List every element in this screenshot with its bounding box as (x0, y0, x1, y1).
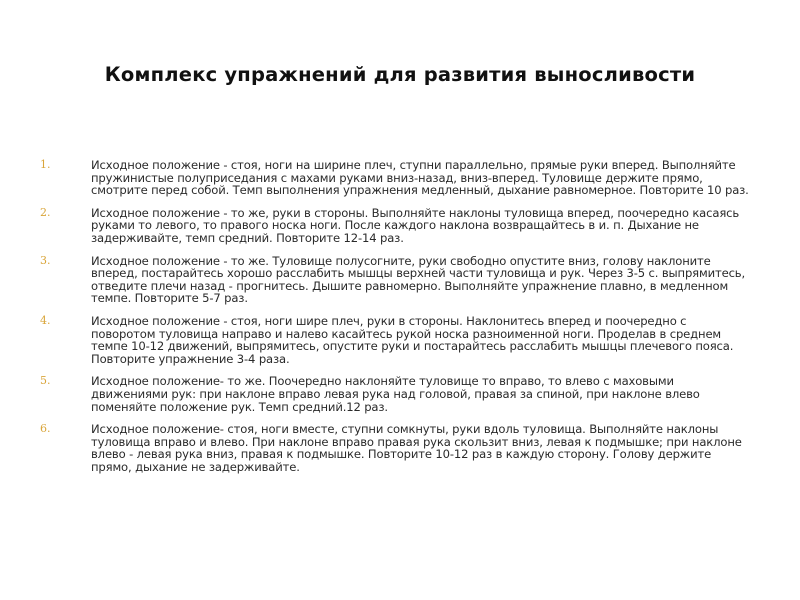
item-text: Исходное положение - стоя, ноги шире плеч, руки в стороны. Наклонитесь вперед и поочередно с поворотом туловища направо и налево касайтесь рукой носка разноименной ноги. Проделав в среднем темпе 10-12 движений, выпрямитесь, опустите руки и постарайтесь расслабить мышцы плечевого пояса. Повторите упражнение 3-4 раза. (91, 313, 734, 366)
item-number: 6. (40, 422, 51, 436)
item-number: 4. (40, 313, 51, 327)
item-text: Исходное положение- стоя, ноги вместе, ступни сомкнуты, руки вдоль туловища. Выполняйте наклоны туловища вправо и влево. При наклоне вправо правая рука скользит вниз, левая к подмышке; при наклоне влево - левая рука вниз, правая к подмышке. Повторите 10-12 раз в каждую сторону. Голову держите прямо, дыхание не задерживайте. (91, 422, 742, 474)
list-item (0, 423, 800, 473)
item-number: 3. (40, 253, 51, 267)
item-text: Исходное положение - стоя, ноги на ширине плеч, ступни параллельно, прямые руки вперед. Выполняйте пружинистые полуприседания с махами руками вниз-назад, вниз-вперед. Туловище держите прямо, смотрите перед собой. Темп выполнения упражнения медленный, дыхание равномерное. Повторите 10 раз. (91, 158, 749, 198)
item-text: Исходное положение - то же, руки в стороны. Выполняйте наклоны туловища вперед, поочередно касаясь руками то левого, то правого носка ноги. После каждого наклона возвращайтесь в и. п. Дыхание не задерживайте, темп средний. Повторите 12-14 раз. (91, 205, 740, 245)
item-number: 5. (40, 374, 51, 388)
item-number: 1. (40, 158, 51, 171)
list-item (0, 159, 800, 197)
list-item (0, 375, 800, 413)
item-number: 2. (40, 205, 51, 219)
list-item (0, 255, 800, 305)
item-text: Исходное положение- то же. Поочередно наклоняйте туловище то вправо, то влево с маховыми движениями рук: при наклоне вправо левая рука над головой, правая за спиной, при наклоне влево поменяйте положение рук. Темп средний.12 раз. (91, 374, 700, 414)
list-item (0, 207, 800, 245)
list-item (0, 315, 800, 365)
slide-title: Комплекс упражнений для развития выносливости (104, 63, 696, 86)
exercise-list (0, 159, 800, 483)
item-text: Исходное положение - то же. Туловище полусогните, руки свободно опустите вниз, голову наклоните вперед, постарайтесь хорошо расслабить мышцы верхней части туловища и рук. Через 3-5 с. выпрямитесь, отведите плечи назад - прогнитесь. Дышите равномерно. Выполняйте упражнение плавно, в медленном темпе. Повторите 5-7 раз. (91, 253, 746, 306)
